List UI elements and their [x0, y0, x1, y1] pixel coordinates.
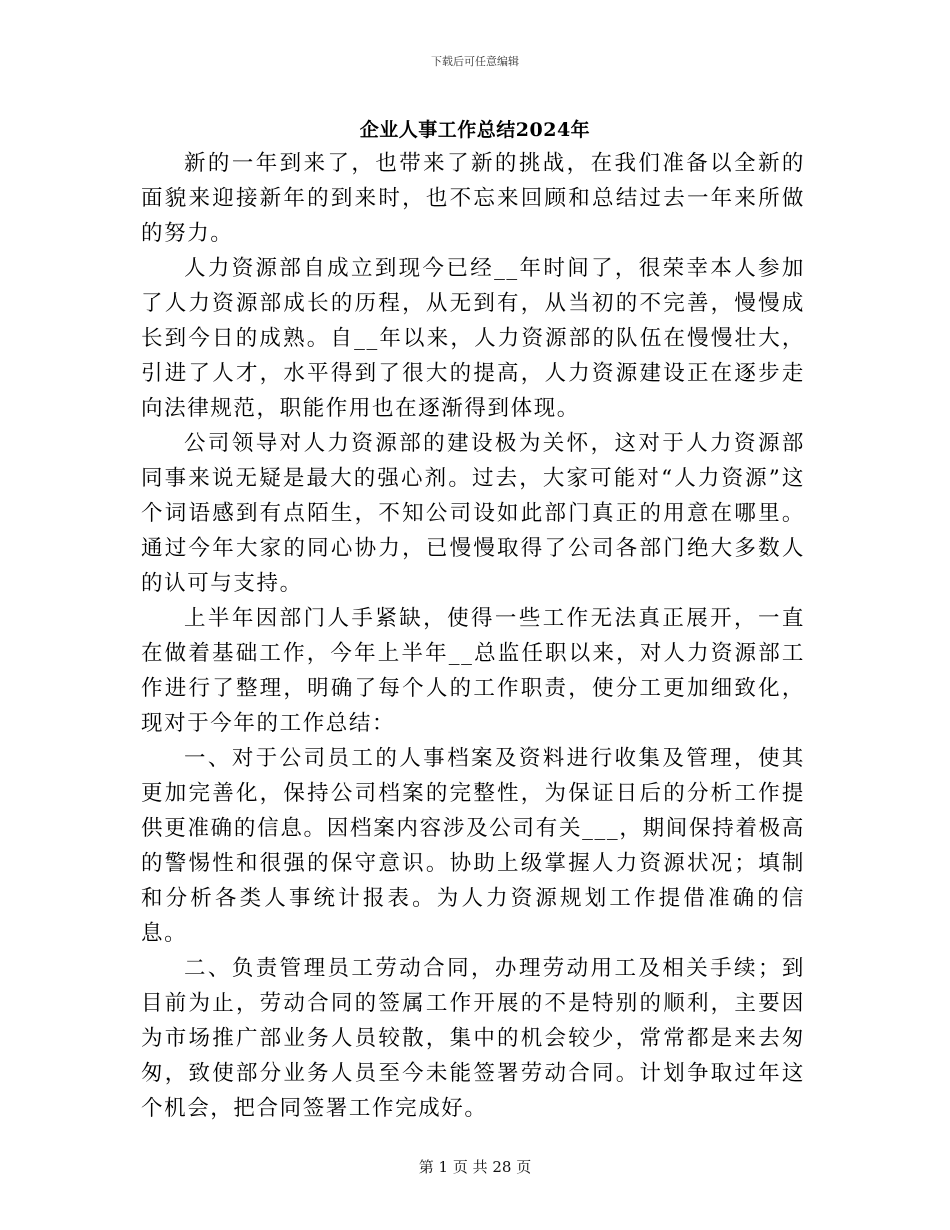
- paragraph: 公司领导对人力资源部的建设极为关怀，这对于人力资源部同事来说无疑是最大的强心剂。过去，大家可能对“人力资源”这个词语感到有点陌生，不知公司设如此部门真正的用意在哪里。通过今年大家的同心协力，已慢慢取得了公司各部门绝大多数人的认可与支持。: [141, 431, 805, 596]
- document-body: [141, 146, 805, 1126]
- page-header-note: 下载后可任意编辑: [431, 55, 519, 68]
- paragraph: 上半年因部门人手紧缺，使得一些工作无法真正展开，一直在做着基础工作，今年上半年__总监任职以来，对人力资源部工作进行了整理，明确了每个人的工作职责，使分工更加细致化，现对于今年的工作总结：: [141, 606, 805, 736]
- paragraph: 一、对于公司员工的人事档案及资料进行收集及管理，使其更加完善化，保持公司档案的完整性，为保证日后的分析工作提供更准确的信息。因档案内容涉及公司有关___，期间保持着极高的警惕性和很强的保守意识。协助上级掌握人力资源状况；填制和分析各类人事统计报表。为人力资源规划工作提借准确的信息。: [141, 746, 805, 946]
- document-title: 企业人事工作总结2024年: [359, 119, 591, 141]
- page-number: 第 1 页 共 28 页: [418, 1158, 532, 1176]
- paragraph: 人力资源部自成立到现今已经__年时间了，很荣幸本人参加了人力资源部成长的历程，从无到有，从当初的不完善，慢慢成长到今日的成熟。自__年以来，人力资源部的队伍在慢慢壮大，引进了人才，水平得到了很大的提高，人力资源建设正在逐步走向法律规范，职能作用也在逐渐得到体现。: [141, 256, 805, 421]
- paragraph: 二、负责管理员工劳动合同，办理劳动用工及相关手续；到目前为止，劳动合同的签属工作开展的不是特别的顺利，主要因为市场推广部业务人员较散，集中的机会较少，常常都是来去匆匆，致使部分业务人员至今未能签署劳动合同。计划争取过年这个机会，把合同签署工作完成好。: [141, 956, 805, 1121]
- paragraph: 新的一年到来了，也带来了新的挑战，在我们准备以全新的面貌来迎接新年的到来时，也不忘来回顾和总结过去一年来所做的努力。: [141, 151, 805, 246]
